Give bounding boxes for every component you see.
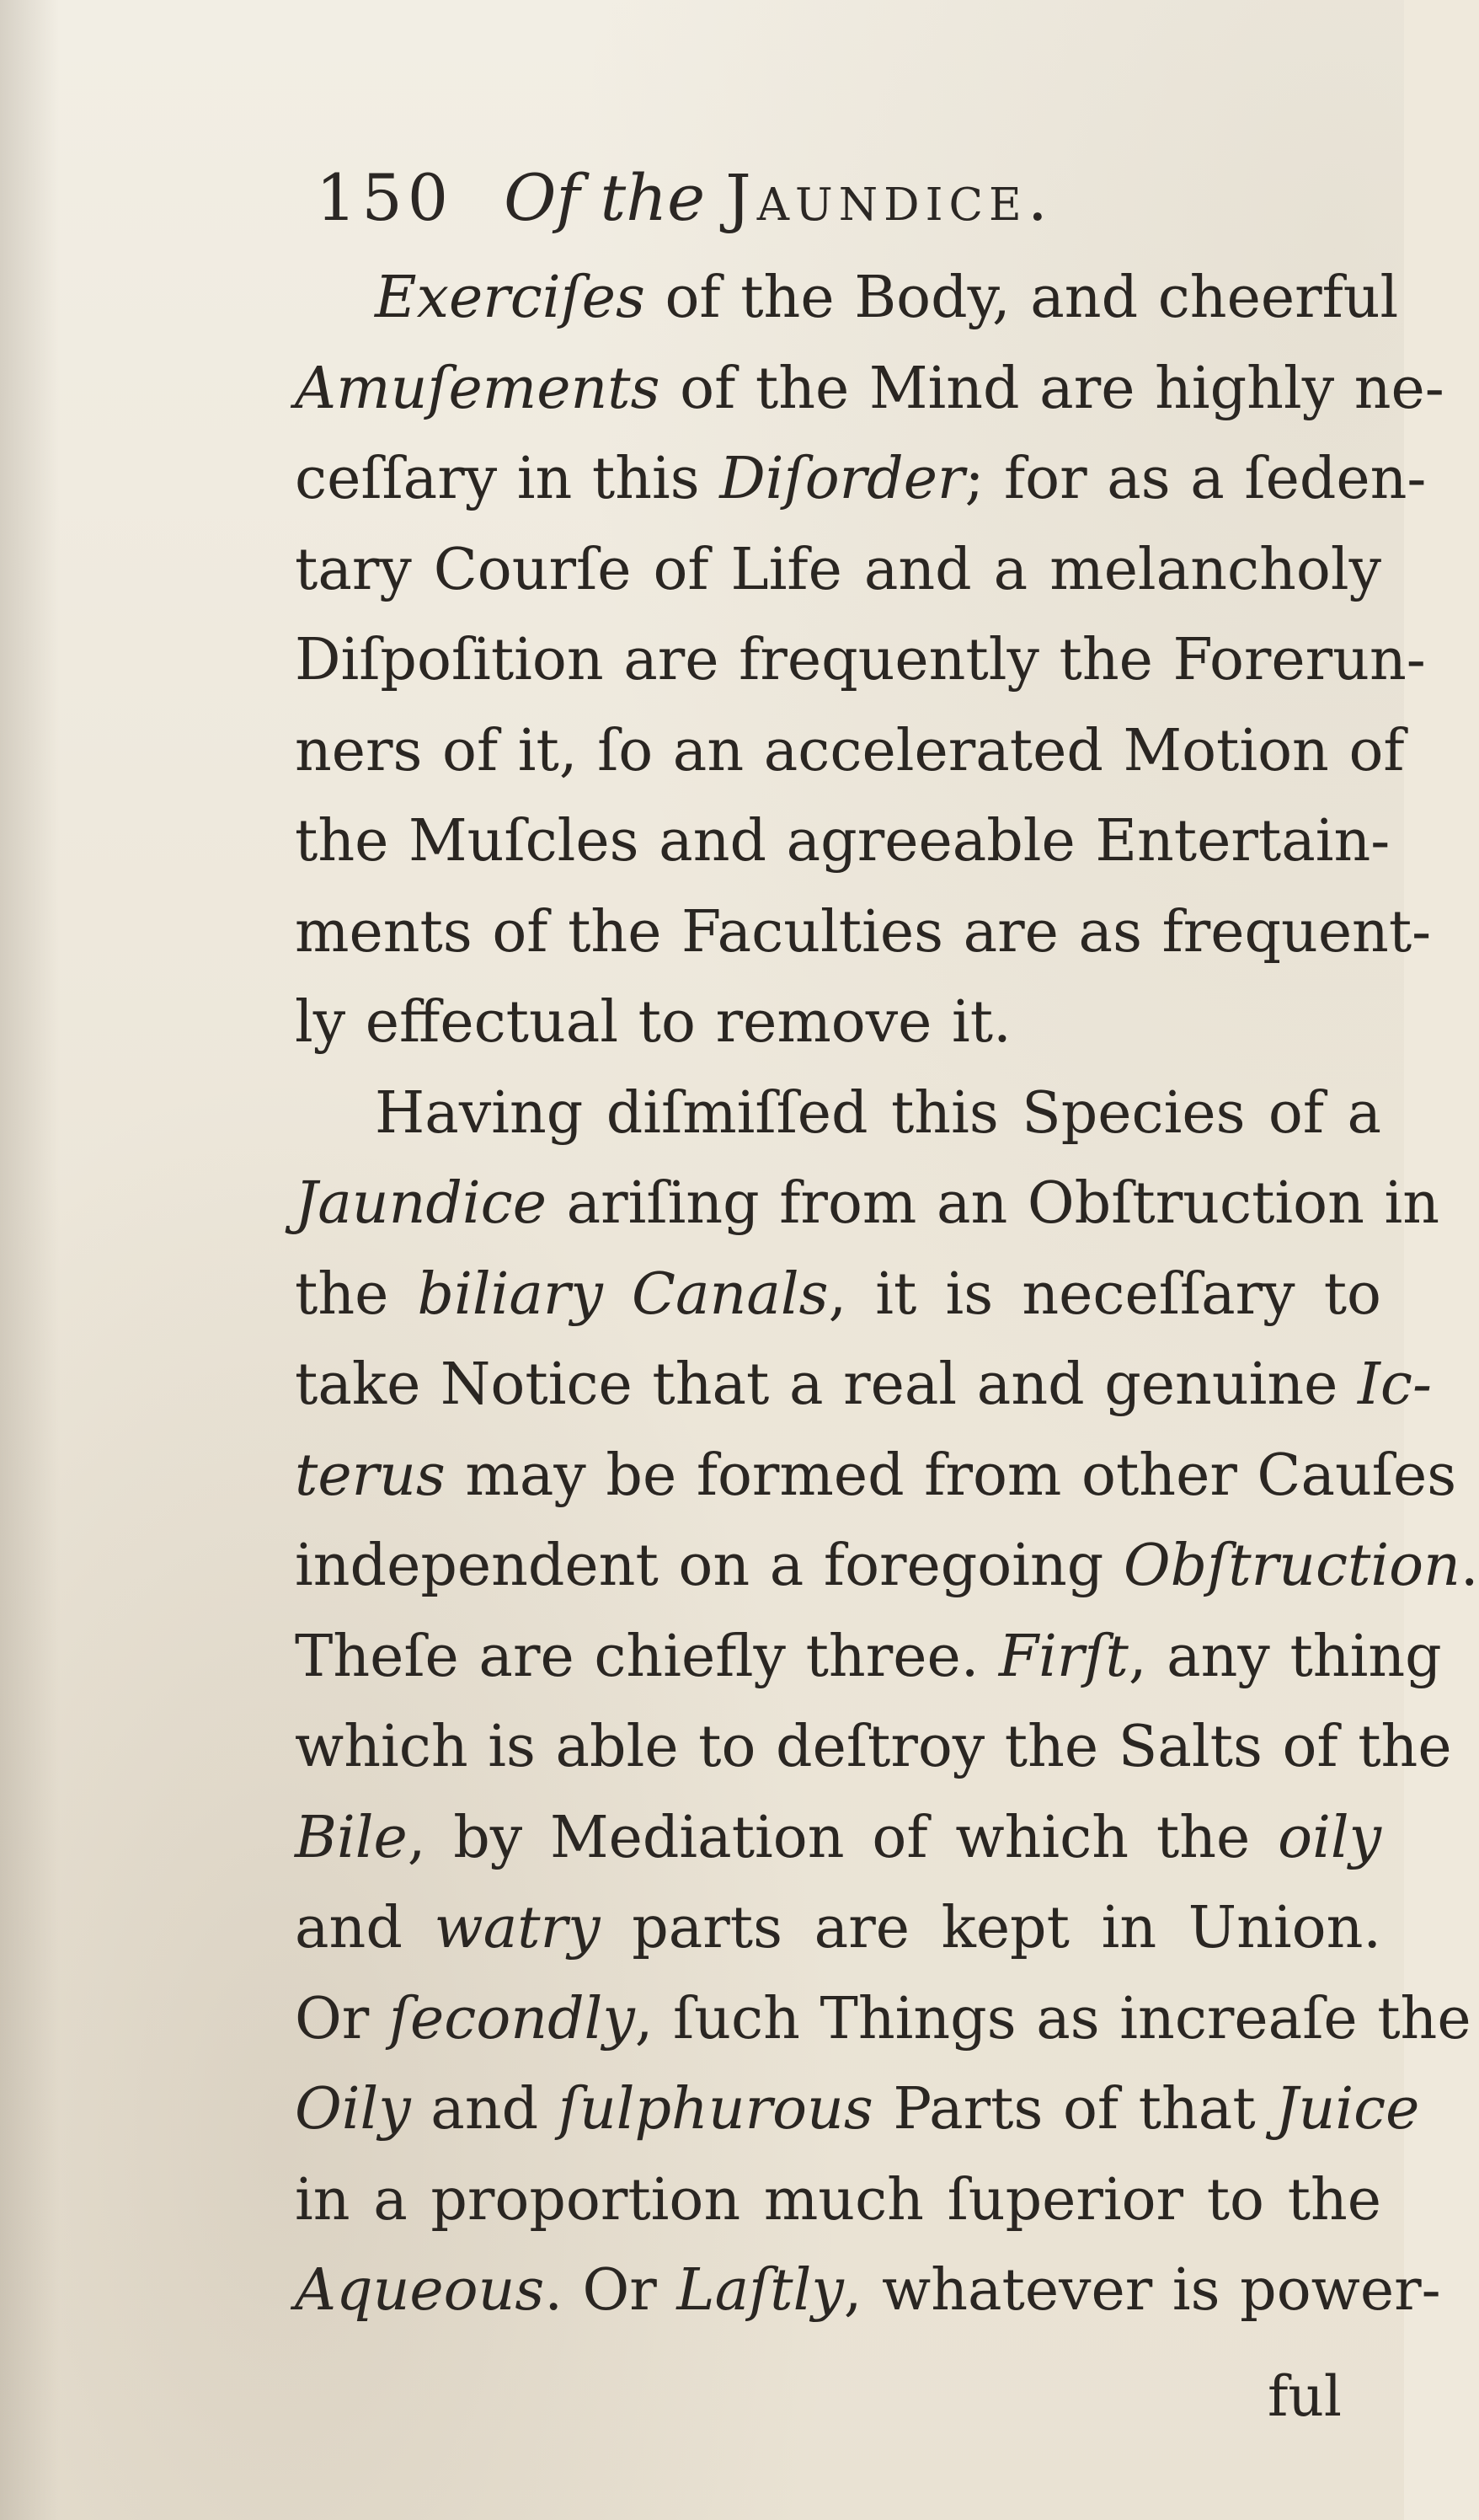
text-run: . Or: [544, 2257, 677, 2324]
italic-text: Laſtly: [676, 2257, 844, 2324]
text-run: , any thing: [1128, 1623, 1442, 1690]
text-line: [295, 2155, 1381, 2246]
text-line: [295, 1793, 1381, 1884]
italic-text: oily: [1278, 1804, 1381, 1871]
text-run: in a proportion much ſuperior to the: [295, 2166, 1381, 2234]
text-run: Diſpoſition are frequently the Forerun-: [295, 627, 1426, 693]
text-run: Or: [295, 1985, 389, 2052]
text-line: [295, 1702, 1452, 1793]
italic-text: Aqueous: [295, 2257, 545, 2324]
italic-text: Oily: [295, 2076, 411, 2143]
italic-text: Juice: [1275, 2076, 1420, 2143]
text-run: tary Courſe of Life and a melancholy: [295, 536, 1381, 603]
text-run: Parts of that: [873, 2076, 1276, 2143]
running-header: [316, 152, 1054, 244]
italic-text: Obſtruction: [1123, 1533, 1460, 1599]
italic-text: biliary Canals: [417, 1260, 829, 1328]
text-run: Theſe are chiefly three.: [295, 1623, 999, 1690]
text-run: may be formed from other Cauſes: [445, 1442, 1457, 1509]
text-run: the Muſcles and agreeable Entertain-: [295, 808, 1391, 875]
italic-text: Jaundice: [295, 1170, 547, 1237]
italic-text: Diſorder: [719, 446, 965, 512]
text-run: of the Body, and cheerful: [644, 265, 1399, 331]
text-run: parts are kept in Union.: [600, 1895, 1381, 1961]
text-run: take Notice that a real and genuine: [295, 1351, 1359, 1418]
text-run: and: [295, 1895, 435, 1961]
text-line: [295, 253, 1399, 344]
text-run: ners of it, ſo an accelerated Motion of: [295, 717, 1405, 784]
text-line: [295, 1521, 1479, 1612]
text-run: ; for as a ſeden-: [964, 446, 1427, 512]
catchword: ful: [1268, 2364, 1343, 2429]
italic-text: terus: [295, 1442, 446, 1509]
text-line: [295, 615, 1426, 706]
text-run: ly effectual to remove it.: [295, 989, 1012, 1056]
text-line: [295, 1612, 1442, 1703]
italic-text: Ic-: [1358, 1351, 1432, 1418]
text-run: , whatever is power-: [843, 2257, 1441, 2324]
text-line: [295, 1340, 1432, 1431]
text-run: , by Mediation of which the: [407, 1804, 1279, 1871]
text-line: [295, 977, 1381, 1068]
italic-text: ſulphurous: [558, 2076, 873, 2143]
text-run: ments of the Faculties are as frequent-: [295, 898, 1432, 966]
text-line: [295, 525, 1381, 616]
header-title: Jaundice.: [725, 160, 1054, 235]
text-line: [295, 344, 1444, 435]
text-run: which is able to deſtroy the Salts of the: [295, 1714, 1452, 1780]
header-prefix: Of the: [504, 160, 706, 235]
italic-text: Firſt: [998, 1623, 1129, 1690]
text-line: [295, 887, 1432, 978]
text-run: ceſſary in this: [295, 446, 720, 512]
text-run: , it is neceſſary to: [828, 1260, 1381, 1328]
text-run: independent on a foregoing: [295, 1533, 1124, 1599]
italic-text: Exerciſes: [375, 265, 645, 331]
page-number: 150: [316, 160, 454, 235]
text-line: [295, 2245, 1441, 2336]
text-line: [295, 434, 1427, 525]
text-line: [295, 796, 1391, 887]
text-line: [295, 706, 1405, 797]
text-line: [295, 1431, 1457, 1522]
text-run: and: [410, 2076, 558, 2143]
text-run: .: [1460, 1533, 1479, 1599]
text-line: [295, 2064, 1420, 2155]
text-line: [295, 1068, 1381, 1159]
text-run: ariſing from an Obſtruction in: [547, 1170, 1440, 1237]
text-run: , ſuch Things as increaſe the: [634, 1985, 1471, 2052]
italic-text: ſecondly: [388, 1985, 635, 2052]
text-line: [295, 1883, 1381, 1974]
text-line: [295, 1158, 1440, 1249]
text-line: [295, 1249, 1381, 1340]
gutter-shadow: [0, 0, 59, 2520]
italic-text: Amuſements: [295, 355, 660, 422]
text-line: [295, 1974, 1471, 2065]
italic-text: watry: [434, 1895, 601, 1961]
text-run: of the Mind are highly ne-: [659, 355, 1444, 422]
body-text: [295, 253, 1479, 2336]
text-run: the: [295, 1260, 418, 1328]
text-run: Having diſmiſſed this Species of a: [375, 1079, 1381, 1147]
italic-text: Bile: [295, 1804, 408, 1871]
